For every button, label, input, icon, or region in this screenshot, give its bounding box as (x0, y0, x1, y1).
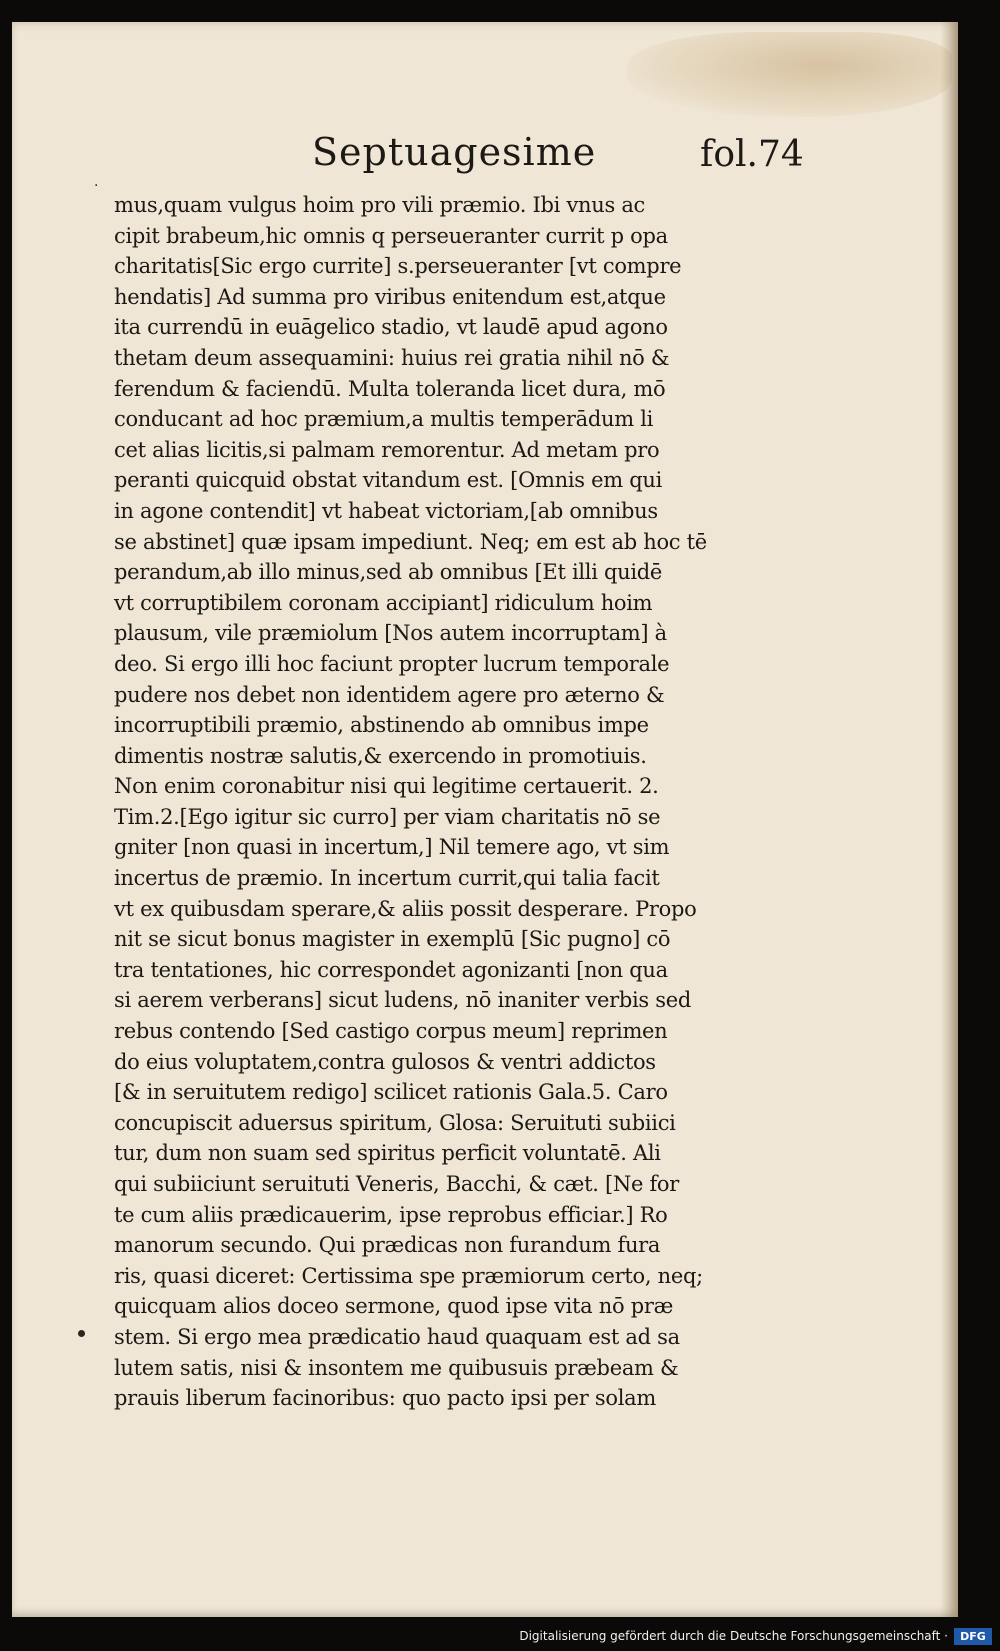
text-line: charitatis[Sic ergo currite] s.perseueranter [vt compre (114, 254, 682, 279)
text-line: vt corruptibilem coronam accipiant] ridiculum hoim (114, 590, 653, 615)
text-line: lutem satis, nisi & insontem me quibusuis præbeam & (114, 1355, 679, 1380)
text-line: perandum,ab illo minus,sed ab omnibus [Et illi quidē (114, 560, 663, 585)
text-line: cet alias licitis,si palmam remorentur. Ad metam pro (114, 437, 660, 462)
text-line: qui subiiciunt seruituti Veneris, Bacchi, & cæt. [Ne for (114, 1172, 680, 1196)
text-line: [& in seruitutem redigo] scilicet rationis Gala.5. Caro (114, 1080, 668, 1105)
text-line: Non enim coronabitur nisi qui legitime certauerit. 2. (114, 774, 659, 799)
text-line: nit se sicut bonus magister in exemplū [Sic pugno] cō (114, 927, 671, 952)
book-page (12, 22, 958, 1617)
text-line: ita currendū in euāgelico stadio, vt laudē apud agono (114, 315, 668, 340)
text-line: gniter [non quasi in incertum,] Nil temere ago, vt sim (114, 835, 670, 860)
text-line: do eius voluptatem,contra gulosos & ventri addictos (114, 1049, 656, 1074)
text-line: pudere nos debet non identidem agere pro æterno & (114, 682, 665, 707)
text-line: hendatis] Ad summa pro viribus enitendum est,atque (114, 284, 666, 309)
text-line: concupiscit aduersus spiritum, Glosa: Seruituti subiici (114, 1110, 676, 1135)
text-line: quicquam alios doceo sermone, quod ipse vita nō præ (114, 1294, 674, 1319)
text-line: ferendum & faciendū. Multa toleranda licet dura, mō (114, 376, 666, 401)
text-line: cipit brabeum,hic omnis q perseueranter currit p opa (114, 223, 668, 248)
folio-number: fol.74 (700, 134, 804, 175)
text-line: deo. Si ergo illi hoc faciunt propter lucrum temporale (114, 651, 670, 676)
text-line: peranti quicquid obstat vitandum est. [Omnis em qui (114, 468, 662, 493)
text-line: tra tentationes, hic correspondet agonizanti [non qua (114, 957, 668, 982)
text-line: thetam deum assequamini: huius rei gratia nihil nō & (114, 345, 670, 370)
text-line: ris, quasi diceret: Certissima spe præmiorum certo, neq; (114, 1263, 703, 1288)
text-line: incorruptibili præmio, abstinendo ab omnibus impe (114, 713, 649, 738)
text-line: tur, dum non suam sed spiritus perficit voluntatē. Ali (114, 1141, 661, 1166)
text-line: conducant ad hoc præmium,a multis temperādum li (114, 407, 654, 432)
footer-bar (0, 1617, 1000, 1651)
text-block (114, 190, 794, 1414)
text-line: in agone contendit] vt habeat victoriam,[ab omnibus (114, 498, 658, 523)
ink-dot (78, 1330, 85, 1337)
margin-mark: · (94, 178, 99, 194)
running-head: Septuagesime (312, 130, 597, 174)
text-line: stem. Si ergo mea prædicatio haud quaquam est ad sa (114, 1324, 680, 1349)
text-line: dimentis nostræ salutis,& exercendo in promotiuis. (114, 743, 647, 768)
page-edge-shadow (940, 22, 958, 1617)
text-line: rebus contendo [Sed castigo corpus meum] reprimen (114, 1019, 668, 1044)
dfg-logo: DFG (954, 1628, 992, 1645)
text-line: si aerem verberans] sicut ludens, nō inaniter verbis sed (114, 988, 691, 1013)
text-line: vt ex quibusdam sperare,& aliis possit desperare. Propo (114, 896, 697, 921)
text-line: incertus de præmio. In incertum currit,qui talia facit (114, 866, 660, 891)
text-line: prauis liberum facinoribus: quo pacto ipsi per solam (114, 1386, 656, 1411)
text-line: plausum, vile præmiolum [Nos autem incorruptam] à (114, 621, 667, 646)
text-line: mus,quam vulgus hoim pro vili præmio. Ibi vnus ac (114, 193, 646, 217)
water-stain (627, 32, 952, 117)
text-line: manorum secundo. Qui prædicas non furandum fura (114, 1233, 661, 1258)
text-line: se abstinet] quæ ipsam impediunt. Neq; em est ab hoc tē (114, 529, 707, 554)
funding-credit: Digitalisierung gefördert durch die Deutsche Forschungsgemeinschaft · (519, 1629, 948, 1643)
text-line: Tim.2.[Ego igitur sic curro] per viam charitatis nō se (114, 804, 661, 829)
text-line: te cum aliis prædicauerim, ipse reprobus efficiar.] Ro (114, 1202, 668, 1227)
